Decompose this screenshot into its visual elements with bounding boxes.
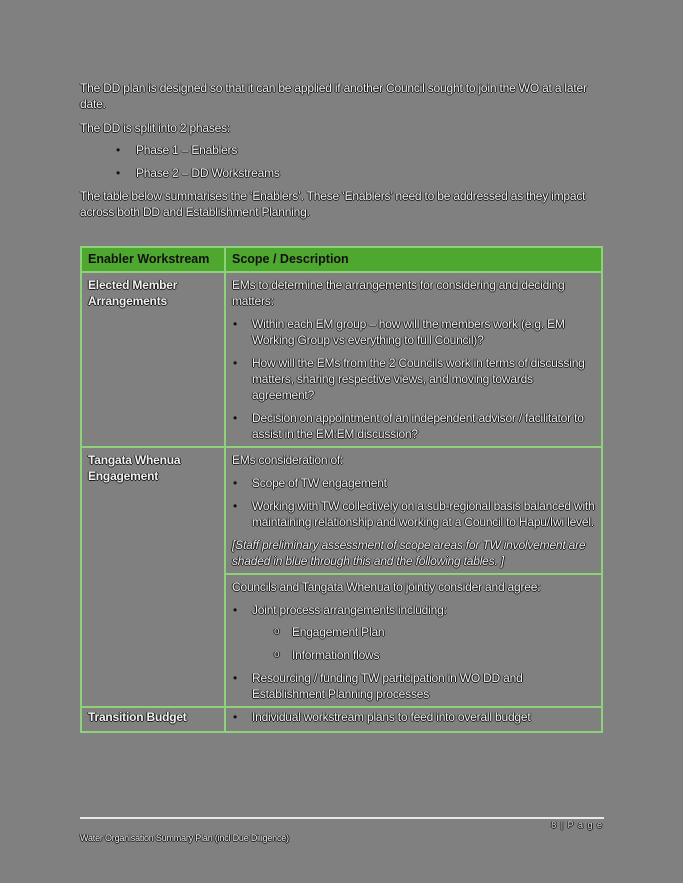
scope-intro: EMs to determine the arrangements for considering and deciding matters:: [232, 278, 565, 308]
footer-document-title: Water Organisation Summary Plan (incl Due Diligence): [80, 833, 289, 843]
workstream-name: Elected Member Arrangements: [81, 272, 225, 447]
scope-bullet: • Decision on appointment of an independent advisor / facilitator to assist in the EM:EM discussion?: [232, 410, 595, 442]
sub-bullet: o Engagement Plan: [252, 624, 595, 640]
scope-cell: [225, 272, 602, 447]
scope-bullet: • Individual workstream plans to feed into overall budget: [232, 709, 595, 725]
page-number: 8 | P a g e: [551, 820, 603, 830]
workstream-name: Transition Budget: [81, 707, 225, 732]
header-scope-description: Scope / Description: [225, 247, 602, 272]
document-page: [80, 80, 603, 733]
intro-paragraph-3: The table below summarises the ‘Enablers’. These ‘Enablers’ need to be addressed as they impact across both DD and Establishment Planning.: [80, 189, 586, 219]
sub-bullet: o Information flows: [252, 647, 595, 663]
scope-cell: [225, 707, 602, 732]
scope-bullet: • Working with TW collectively on a sub-regional basis balanced with maintaining relationship and working at a Council to Hapu/Iwi level.: [232, 498, 595, 530]
scope-bullet: • Resourcing / funding TW participation in WO DD and Establishment Planning processes: [232, 670, 595, 702]
table-header-row: [81, 247, 602, 272]
scope-intro: EMs consideration of:: [232, 453, 344, 467]
sub-list: [252, 624, 595, 663]
scope-bullet: • Joint process arrangements including: o Engagement Plan o Information flows: [232, 602, 595, 663]
table-row: [81, 272, 602, 447]
table-row: [81, 447, 602, 574]
scope-intro: Councils and Tangata Whenua to jointly consider and agree:: [232, 580, 541, 594]
intro-paragraph-2: The DD is split into 2 phases:: [80, 121, 231, 135]
phase-item: • Phase 1 – Enablers: [80, 142, 603, 158]
table-row: [81, 707, 602, 732]
scope-bullet: • Within each EM group – how will the members work (e.g. EM Working Group vs everything to full Council)?: [232, 316, 595, 348]
scope-cell: [225, 574, 602, 707]
footer-divider: [80, 817, 604, 819]
intro-paragraph-1: The DD plan is designed so that it can be applied if another Council sought to join the WO at a later date.: [80, 81, 587, 111]
header-enabler-workstream: Enabler Workstream: [81, 247, 225, 272]
phases-list: [80, 142, 603, 181]
workstream-name: Tangata Whenua Engagement: [81, 447, 225, 707]
scope-cell: [225, 447, 602, 574]
staff-note: [Staff preliminary assessment of scope areas for TW involvement are shaded in blue through this and the following tables. ]: [232, 538, 586, 568]
scope-bullet: • How will the EMs from the 2 Councils work in terms of discussing matters, sharing respective views, and moving towards agreement?: [232, 355, 595, 403]
phase-item: • Phase 2 – DD Workstreams: [80, 165, 603, 181]
enablers-table: [80, 246, 603, 733]
scope-bullet: • Scope of TW engagement: [232, 475, 595, 491]
